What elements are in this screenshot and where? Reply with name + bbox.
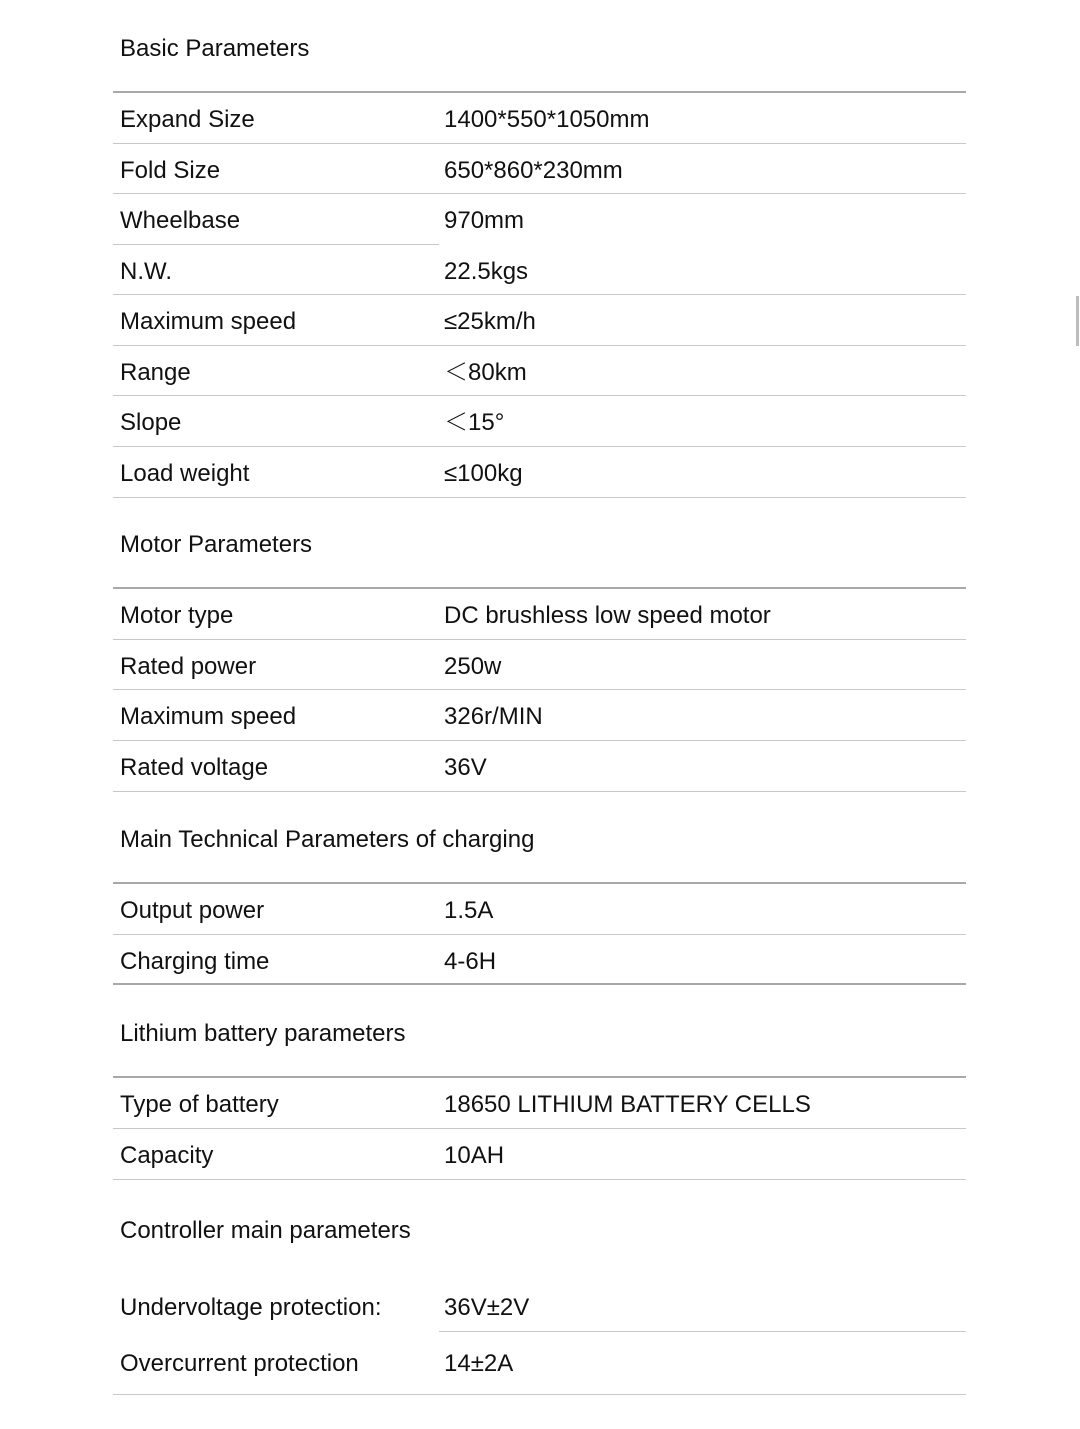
table-row <box>113 589 966 640</box>
param-label: Maximum speed <box>120 308 297 335</box>
section-title-controller-parameters: Controller main parameters <box>120 1217 411 1244</box>
table-row <box>113 295 966 346</box>
param-value: 10AH <box>444 1142 505 1169</box>
param-value: 650*860*230mm <box>444 157 623 184</box>
section-title-basic-parameters: Basic Parameters <box>120 35 310 62</box>
table-row <box>113 346 966 396</box>
param-value: 970mm <box>444 207 525 234</box>
param-label: N.W. <box>120 258 172 285</box>
param-value: ＜80km <box>444 359 527 386</box>
param-label: Type of battery <box>120 1091 279 1118</box>
table-row <box>113 93 966 144</box>
section-title-charging-parameters: Main Technical Parameters of charging <box>120 826 535 853</box>
param-label: Slope <box>120 409 182 436</box>
param-value: ≤25km/h <box>444 308 536 335</box>
table-row <box>113 690 966 741</box>
row-divider <box>113 497 966 498</box>
table-row <box>113 1280 966 1332</box>
param-label: Maximum speed <box>120 703 297 730</box>
table-row <box>113 1129 966 1180</box>
section-title-motor-parameters: Motor Parameters <box>120 531 313 558</box>
param-label: Range <box>120 359 191 386</box>
param-value: 18650 LITHIUM BATTERY CELLS <box>444 1091 811 1118</box>
table-row <box>113 396 966 447</box>
param-value: 4-6H <box>444 948 497 975</box>
section-title-battery-parameters: Lithium battery parameters <box>120 1020 406 1047</box>
table-row <box>113 741 966 792</box>
row-divider <box>113 983 966 985</box>
param-value: 326r/MIN <box>444 703 543 730</box>
param-value: 36V±2V <box>444 1294 530 1321</box>
param-value: ≤100kg <box>444 460 523 487</box>
param-label: Wheelbase <box>120 207 241 234</box>
table-row <box>113 447 966 498</box>
row-divider <box>113 1179 966 1180</box>
param-value: 14±2A <box>444 1350 514 1377</box>
table-row <box>113 640 966 690</box>
table-row <box>113 1332 966 1395</box>
param-label: Fold Size <box>120 157 221 184</box>
table-row <box>113 935 966 985</box>
param-label: Expand Size <box>120 106 255 133</box>
param-label: Load weight <box>120 460 250 487</box>
table-row <box>113 245 966 295</box>
param-label: Undervoltage protection: <box>120 1294 382 1321</box>
row-divider <box>113 791 966 792</box>
param-value: 250w <box>444 653 502 680</box>
param-label: Capacity <box>120 1142 214 1169</box>
param-value: DC brushless low speed motor <box>444 602 771 629</box>
param-label: Rated voltage <box>120 754 269 781</box>
param-label: Rated power <box>120 653 257 680</box>
param-value: 22.5kgs <box>444 258 529 285</box>
param-label: Output power <box>120 897 265 924</box>
table-row <box>113 1078 966 1129</box>
param-value: 1400*550*1050mm <box>444 106 650 133</box>
param-value: 1.5A <box>444 897 494 924</box>
edge-scroll-indicator <box>1076 296 1079 346</box>
row-divider <box>113 1394 966 1395</box>
param-label: Overcurrent protection <box>120 1350 359 1377</box>
table-row <box>113 194 966 245</box>
table-row <box>113 144 966 194</box>
param-label: Motor type <box>120 602 234 629</box>
param-value: ＜15° <box>444 409 505 436</box>
param-label: Charging time <box>120 948 270 975</box>
param-value: 36V <box>444 754 487 781</box>
table-row <box>113 884 966 935</box>
